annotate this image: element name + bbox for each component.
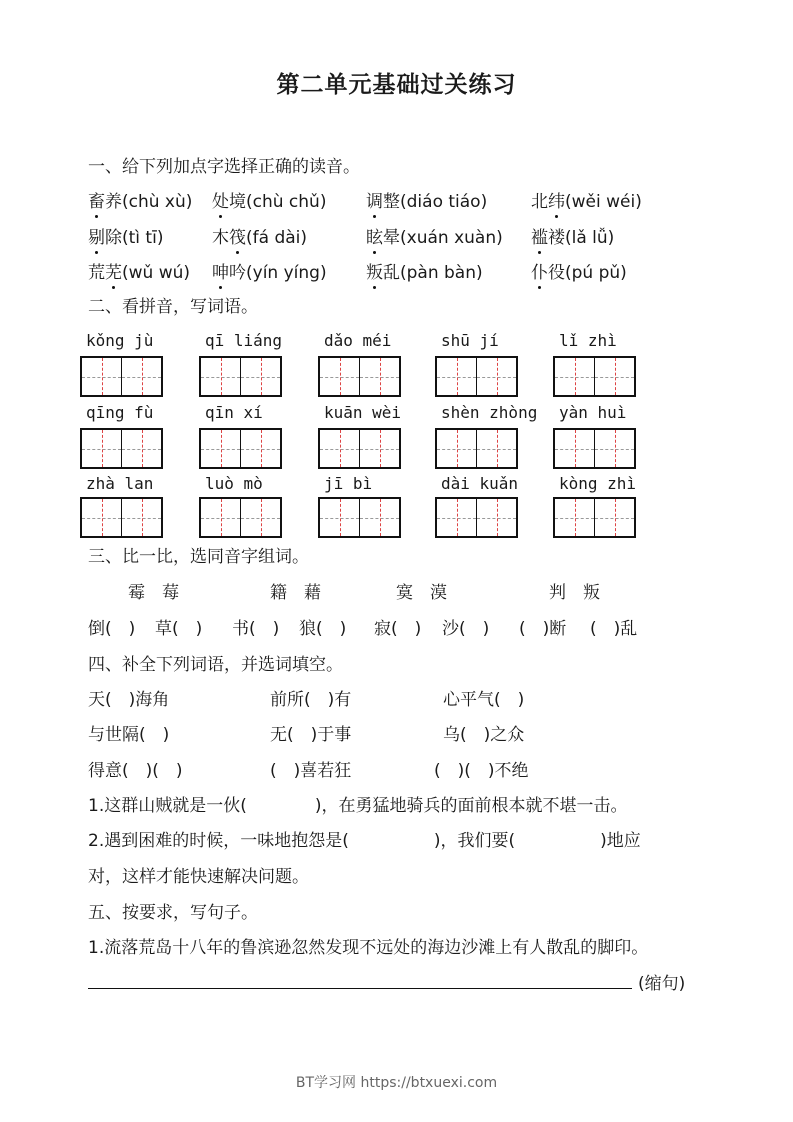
dotted-character: 芜 — [105, 258, 122, 283]
grid-cell[interactable] — [241, 358, 280, 395]
blank-item[interactable]: 倒( ) — [88, 619, 136, 639]
pinyin-label: qī liáng — [205, 331, 283, 350]
emphasis-dot — [236, 251, 239, 254]
pinyin-label: dài kuǎn — [441, 474, 519, 493]
grid-cell[interactable] — [82, 358, 122, 395]
char-pair: 判 叛 — [549, 583, 600, 603]
emphasis-dot — [555, 215, 558, 218]
emphasis-dot — [373, 251, 376, 254]
item-suffix: 整(diáo tiáo) — [383, 192, 488, 212]
grid-cell[interactable] — [82, 430, 122, 467]
grid-cell[interactable] — [477, 358, 516, 395]
dotted-character: 叛 — [366, 258, 383, 283]
grid-cell[interactable] — [555, 358, 595, 395]
grid-cell[interactable] — [360, 358, 399, 395]
writing-grid[interactable] — [318, 356, 401, 397]
emphasis-dot — [112, 286, 115, 289]
idiom-blank[interactable]: 前所( )有 — [270, 690, 352, 710]
page-title: 第二单元基础过关练习 — [276, 72, 517, 98]
pinyin-label: luò mò — [205, 474, 263, 493]
grid-cell[interactable] — [241, 430, 280, 467]
grid-cell[interactable] — [122, 358, 161, 395]
writing-grid[interactable] — [553, 356, 636, 397]
pronunciation-item[interactable] — [531, 258, 627, 283]
blank-item[interactable]: ( )断 — [519, 619, 567, 639]
idiom-blank[interactable]: ( )( )不绝 — [434, 761, 529, 781]
fill-question-2[interactable]: 2.遇到困难的时候，一味地抱怨是( )，我们要( )地应 — [88, 831, 641, 851]
grid-cell[interactable] — [201, 499, 241, 536]
pronunciation-item[interactable] — [88, 223, 163, 248]
writing-grid[interactable] — [199, 497, 282, 538]
grid-cell[interactable] — [201, 358, 241, 395]
dotted-character: 仆 — [531, 258, 548, 283]
writing-grid[interactable] — [435, 497, 518, 538]
pronunciation-item[interactable] — [212, 187, 326, 212]
grid-cell[interactable] — [595, 358, 634, 395]
writing-grid[interactable] — [80, 428, 163, 469]
grid-cell[interactable] — [437, 358, 477, 395]
emphasis-dot — [95, 251, 98, 254]
dotted-character: 畜 — [88, 187, 105, 212]
section-1-heading: 一、给下列加点字选择正确的读音。 — [88, 157, 360, 177]
pinyin-label: qīn xí — [205, 403, 263, 422]
pronunciation-item[interactable] — [88, 187, 192, 212]
item-suffix: 境(chù chǔ) — [229, 192, 327, 212]
blank-item[interactable]: ( )乱 — [590, 619, 638, 639]
section-5-heading: 五、按要求，写句子。 — [88, 903, 258, 923]
dotted-character: 眩 — [366, 223, 383, 248]
grid-cell[interactable] — [437, 499, 477, 536]
pronunciation-item[interactable] — [531, 223, 614, 248]
grid-cell[interactable] — [595, 499, 634, 536]
blank-item[interactable]: 寂( ) — [374, 619, 422, 639]
writing-grid[interactable] — [435, 428, 518, 469]
dotted-character: 纬 — [548, 187, 565, 212]
item-suffix: 乱(pàn bàn) — [383, 263, 483, 283]
emphasis-dot — [219, 286, 222, 289]
idiom-blank[interactable]: 乌( )之众 — [443, 725, 525, 745]
dotted-character: 剔 — [88, 223, 105, 248]
blank-item[interactable]: 沙( ) — [442, 619, 490, 639]
writing-grid[interactable] — [435, 356, 518, 397]
grid-cell[interactable] — [477, 499, 516, 536]
char-pair: 寞 漠 — [396, 583, 447, 603]
pronunciation-item[interactable] — [212, 258, 327, 283]
grid-cell[interactable] — [320, 430, 360, 467]
writing-grid[interactable] — [199, 428, 282, 469]
idiom-blank[interactable]: 与世隔( ) — [88, 725, 170, 745]
pronunciation-item[interactable] — [366, 258, 483, 283]
writing-grid[interactable] — [318, 497, 401, 538]
char-pair: 籍 藉 — [270, 583, 321, 603]
pronunciation-item[interactable] — [212, 223, 307, 248]
writing-grid[interactable] — [80, 356, 163, 397]
dotted-character: 处 — [212, 187, 229, 212]
grid-cell[interactable] — [360, 430, 399, 467]
pronunciation-item[interactable] — [366, 187, 487, 212]
emphasis-dot — [538, 286, 541, 289]
item-suffix: 晕(xuán xuàn) — [383, 228, 503, 248]
section-2-heading: 二、看拼音，写词语。 — [88, 297, 258, 317]
fill-question-2-cont: 对，这样才能快速解决问题。 — [88, 867, 309, 887]
emphasis-dot — [373, 286, 376, 289]
section-3-heading: 三、比一比，选同音字组词。 — [88, 547, 309, 567]
idiom-blank[interactable]: 天( )海角 — [88, 690, 170, 710]
grid-cell[interactable] — [122, 499, 161, 536]
section-4-heading: 四、补全下列词语，并选词填空。 — [88, 655, 343, 675]
sentence-question-1: 1.流落荒岛十八年的鲁滨逊忽然发现不远处的海边沙滩上有人散乱的脚印。 — [88, 938, 649, 958]
pinyin-label: kuān wèi — [324, 403, 402, 422]
pinyin-label: kòng zhì — [559, 474, 637, 493]
blank-item[interactable]: 狼( ) — [299, 619, 347, 639]
footer-watermark: BT学习网 https://btxuexi.com — [295, 1075, 498, 1091]
char-pair: 霉 莓 — [128, 583, 179, 603]
idiom-blank[interactable]: ( )喜若狂 — [270, 761, 352, 781]
idiom-blank[interactable]: 心平气( ) — [443, 690, 525, 710]
grid-cell[interactable] — [122, 430, 161, 467]
pinyin-label: lǐ zhì — [559, 331, 617, 350]
item-suffix: 褛(lǎ lǚ) — [548, 228, 615, 248]
emphasis-dot — [538, 251, 541, 254]
item-suffix: 养(chù xù) — [105, 192, 193, 212]
pinyin-label: jī bì — [324, 474, 373, 493]
item-prefix: 北 — [531, 192, 548, 212]
emphasis-dot — [219, 215, 222, 218]
grid-cell[interactable] — [595, 430, 634, 467]
grid-cell[interactable] — [320, 499, 360, 536]
writing-grid[interactable] — [553, 497, 636, 538]
dotted-character: 呻 — [212, 258, 229, 283]
pronunciation-item[interactable] — [366, 223, 503, 248]
emphasis-dot — [95, 215, 98, 218]
pinyin-label: yàn huì — [559, 403, 627, 422]
grid-cell[interactable] — [555, 499, 595, 536]
grid-cell[interactable] — [82, 499, 122, 536]
grid-cell[interactable] — [360, 499, 399, 536]
pinyin-label: shū jí — [441, 331, 499, 350]
item-suffix: (fá dài) — [246, 228, 308, 248]
pronunciation-item[interactable] — [531, 187, 642, 212]
item-suffix: 役(pú pǔ) — [548, 263, 627, 283]
idiom-blank[interactable]: 无( )于事 — [270, 725, 352, 745]
pinyin-label: zhà lan — [86, 474, 154, 493]
item-prefix: 荒 — [88, 263, 105, 283]
emphasis-dot — [373, 215, 376, 218]
pinyin-label: shèn zhòng — [441, 403, 538, 422]
grid-cell[interactable] — [437, 430, 477, 467]
instruction-hint: (缩句) — [638, 974, 686, 994]
pinyin-label: qīng fù — [86, 403, 154, 422]
item-suffix: 吟(yín yíng) — [229, 263, 327, 283]
pronunciation-item[interactable] — [88, 258, 190, 283]
item-suffix: (wǔ wú) — [122, 263, 191, 283]
blank-item[interactable]: 书( ) — [232, 619, 280, 639]
dotted-character: 筏 — [229, 223, 246, 248]
grid-cell[interactable] — [555, 430, 595, 467]
grid-cell[interactable] — [241, 499, 280, 536]
answer-line[interactable] — [88, 988, 632, 989]
pinyin-label: dǎo méi — [324, 331, 392, 350]
idiom-blank[interactable]: 得意( )( ) — [88, 761, 183, 781]
writing-grid[interactable] — [553, 428, 636, 469]
grid-cell[interactable] — [477, 430, 516, 467]
grid-cell[interactable] — [201, 430, 241, 467]
blank-item[interactable]: 草( ) — [155, 619, 203, 639]
writing-grid[interactable] — [199, 356, 282, 397]
item-suffix: 除(tì tī) — [105, 228, 164, 248]
writing-grid[interactable] — [80, 497, 163, 538]
item-prefix: 木 — [212, 228, 229, 248]
fill-question-1[interactable]: 1.这群山贼就是一伙( )，在勇猛地骑兵的面前根本就不堪一击。 — [88, 796, 628, 816]
item-suffix: (wěi wéi) — [565, 192, 642, 212]
writing-grid[interactable] — [318, 428, 401, 469]
grid-cell[interactable] — [320, 358, 360, 395]
dotted-character: 调 — [366, 187, 383, 212]
pinyin-label: kǒng jù — [86, 331, 154, 350]
dotted-character: 褴 — [531, 223, 548, 248]
